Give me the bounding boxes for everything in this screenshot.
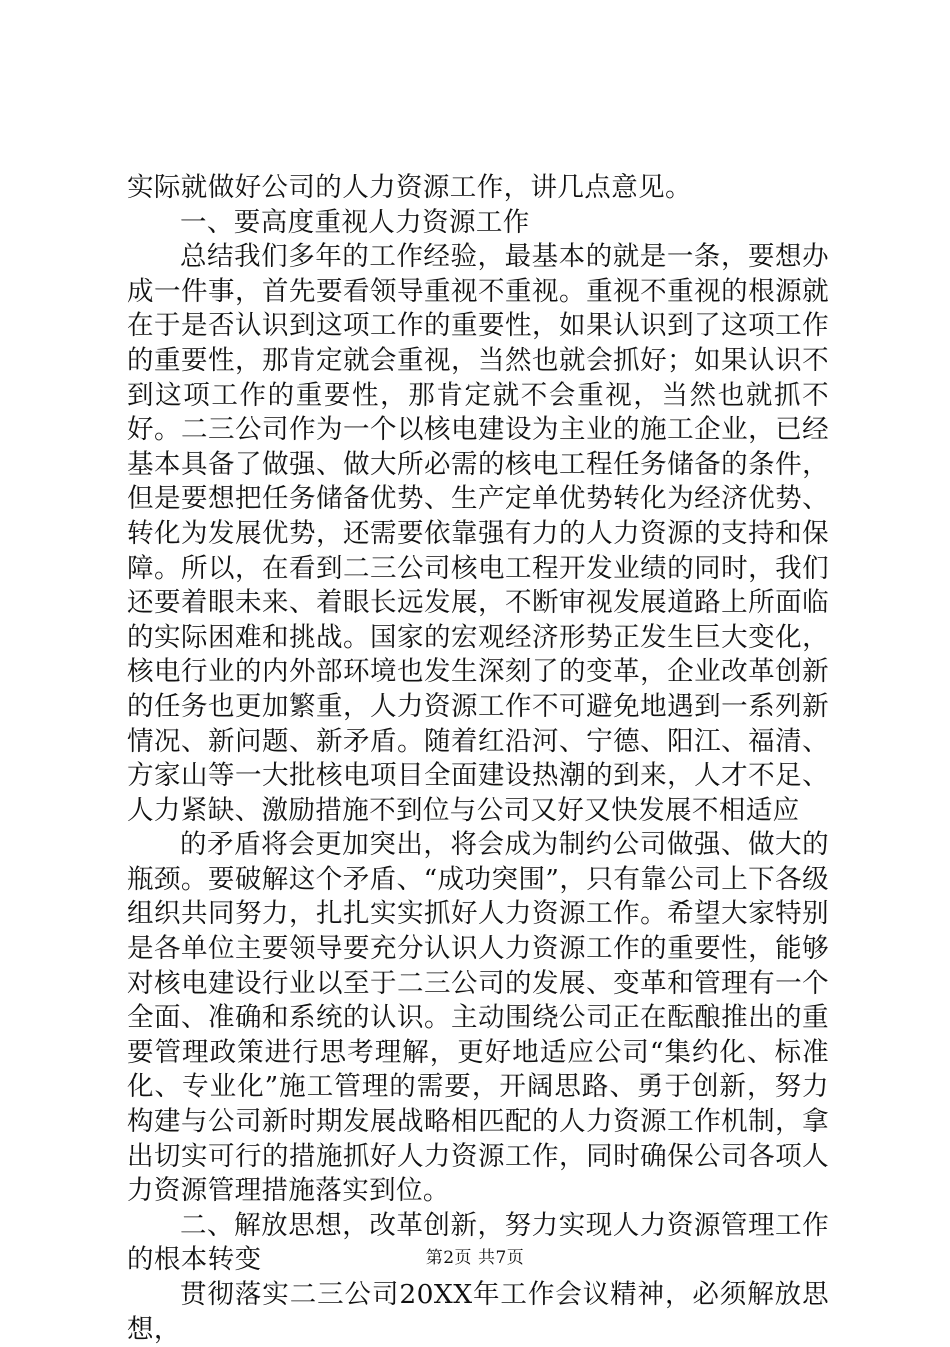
paragraph: 贯彻落实二三公司20XX年工作会议精神，必须解放思想， [127,1279,829,1345]
page-footer: 第2页 共7页 [425,1248,525,1268]
document-body [127,171,829,1347]
section-heading-2: 二、解放思想，改革创新，努力实现人力资源管理工作的根本转变 [127,1209,829,1276]
paragraph-continuation: 实际就做好公司的人力资源工作，讲几点意见。 [127,172,692,203]
paragraph: 的矛盾将会更加突出，将会成为制约公司做强、做大的瓶颈。要破解这个矛盾、“成功突围”，只有靠公司上下各级组织共同努力，扎扎实实抓好人力资源工作。希望大家特别是各单位主要领导要充分认识人力资源工作的重要性，能够对核电建设行业以至于二三公司的发展、变革和管理有一个全面、准确和系统的认识。主动围绕公司正在酝酿推出的重要管理政策进行思考理解，更好地适应公司“集约化、标准化、专业化”施工管理的需要，开阔思路、勇于创新，努力构建与公司新时期发展战略相匹配的人力资源工作机制，拿出切实可行的措施抓好人力资源工作，同时确保公司各项人力资源管理措施落实到位。 [127,829,829,1207]
section-heading-1: 一、要高度重视人力资源工作 [180,206,530,238]
paragraph: 总结我们多年的工作经验，最基本的就是一条，要想办成一件事，首先要看领导重视不重视。重视不重视的根源就在于是否认识到这项工作的重要性，如果认识到了这项工作的重要性，那肯定就会重视，当然也就会抓好；如果认识不到这项工作的重要性，那肯定就不会重视，当然也就抓不好。二三公司作为一个以核电建设为主业的施工企业，已经基本具备了做强、做大所必需的核电工程任务储备的条件，但是要想把任务储备优势、生产定单优势转化为经济优势、转化为发展优势，还需要依靠强有力的人力资源的支持和保障。所以，在看到二三公司核电工程开发业绩的同时，我们还要着眼未来、着眼长远发展，不断审视发展道路上所面临的实际困难和挑战。国家的宏观经济形势正发生巨大变化，核电行业的内外部环境也发生深刻了的变革，企业改革创新的任务也更加繁重，人力资源工作不可避免地遇到一系列新情况、新问题、新矛盾。随着红沿河、宁德、阳江、福清、方家山等一大批核电项目全面建设热潮的到来，人才不足、人力紧缺、激励措施不到位与公司又好又快发展不相适应 [127,241,829,826]
